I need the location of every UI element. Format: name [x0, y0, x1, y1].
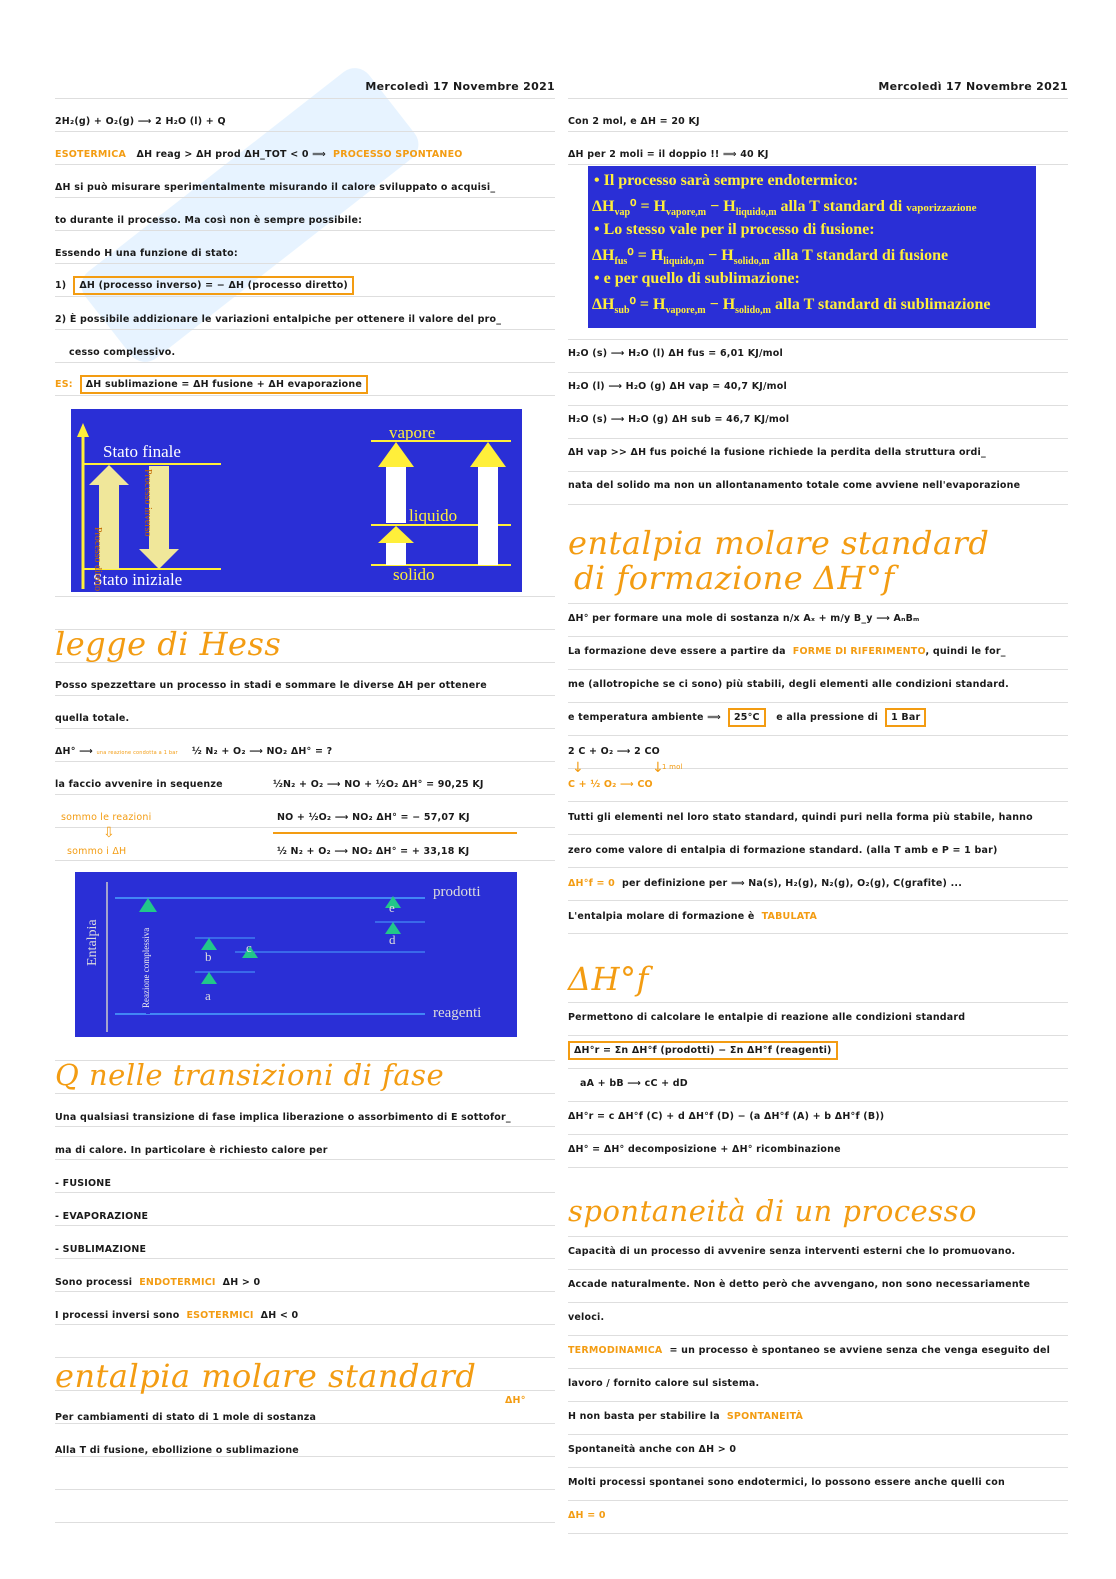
- hess-line-1: Posso spezzettare un processo in stadi e sommare le diverse ΔH per ottenere: [55, 680, 487, 691]
- es-text: ΔH sublimazione = ΔH fusione + ΔH evaporazione: [80, 375, 368, 394]
- box-eq-2: ⁰ = H: [627, 247, 664, 264]
- q-evaporazione: - EVAPORAZIONE: [55, 1211, 149, 1222]
- processo-diretto-label: Processo diretto: [92, 527, 103, 592]
- box-line-3: • Lo stesso vale per il processo di fusione:: [594, 221, 875, 238]
- box-eq: ⁰ = H: [630, 198, 667, 215]
- hess-step-2: NO + ½O₂ ⟶ NO₂ ΔH° = − 57,07 KJ: [277, 812, 470, 823]
- box-line-6: [592, 294, 990, 316]
- q-line-2: ma di calore. In particolare è richiesto calore per: [55, 1145, 328, 1156]
- r-line-1: Con 2 mol, e ΔH = 20 KJ: [568, 116, 700, 127]
- box-line-2: [592, 196, 977, 218]
- q-eso-line: [55, 1310, 298, 1321]
- q-sublimazione: - SUBLIMAZIONE: [55, 1244, 147, 1255]
- data-line-3: H₂O (s) ⟶ H₂O (g) ΔH sub = 46,7 KJ/mol: [568, 414, 790, 425]
- dhf-formula: ΔH°r = Σn ΔH°f (prodotti) − Σn ΔH°f (reagenti): [568, 1041, 838, 1060]
- spontaneita: SPONTANEITÀ: [726, 1411, 804, 1422]
- box-eq-3: ⁰ = H: [629, 296, 666, 313]
- hess-line-2: quella totale.: [55, 713, 130, 724]
- date-left: Mercoledì 17 Novembre 2021: [365, 80, 555, 93]
- hess-sum-dh: sommo i ΔH: [67, 846, 127, 857]
- ems-heading: entalpia molare standard: [55, 1357, 477, 1395]
- form-line-4-mid: e alla pressione di: [776, 712, 879, 723]
- label-c: c: [246, 940, 252, 955]
- hess-heading: legge di Hess: [55, 625, 282, 663]
- solido-label: solido: [393, 565, 435, 584]
- box-sub-vap: vap: [614, 207, 631, 219]
- box-standard: alla T standard di: [776, 198, 903, 215]
- box-dh: ΔH: [592, 198, 615, 215]
- q-eso-post: ΔH < 0: [260, 1310, 299, 1321]
- dhf-zero: ΔH°f = 0: [568, 878, 615, 889]
- spont-line-7: Spontaneità anche con ΔH > 0: [568, 1444, 737, 1455]
- spont-line-2: Accade naturalmente. Non è detto però che avvengano, non sono necessariamente: [568, 1279, 1031, 1290]
- dhf-line-2: [568, 1045, 838, 1056]
- emf-heading-1: entalpia molare standard: [568, 524, 990, 562]
- box-minus-2: − H: [704, 247, 734, 264]
- hess-seq-label: la faccio avvenire in sequenze: [55, 779, 223, 790]
- q-endo-pre: Sono processi: [55, 1277, 133, 1288]
- form-ex-arrow-1: ↓: [572, 760, 584, 776]
- form-line-1: ΔH° per formare una mole di sostanza n/x Aₓ + m/y B_y ⟶ AₙBₘ: [568, 613, 920, 624]
- fus-arrow-head: [378, 526, 414, 543]
- arrow-down-head: [139, 549, 179, 569]
- form-line-3: me (allotropiche se ci sono) più stabili, degli elementi alle condizioni standard.: [568, 679, 1009, 690]
- form-line-10-pre: L'entalpia molare di formazione è: [568, 911, 755, 922]
- phase-diagram-shapes: [71, 409, 522, 592]
- form-line-2: [568, 646, 1006, 657]
- stato-iniziale-label: Stato iniziale: [93, 570, 183, 589]
- box-minus-3: − H: [705, 296, 736, 313]
- box-minus: − H: [706, 198, 736, 215]
- hess-target: [55, 746, 332, 757]
- box-sub-vapore-2: vapore,m: [665, 305, 706, 317]
- esotermica-label: ESOTERMICA: [55, 149, 127, 160]
- hess-dh0: ΔH° ⟶: [55, 746, 93, 757]
- rule-2-line-1: 2) È possibile addizionare le variazioni entalpiche per ottenere il valore del pro_: [55, 314, 502, 325]
- form-line-2-post: , quindi le for_: [925, 646, 1006, 657]
- q-endo-line: [55, 1277, 260, 1288]
- box-sub-fus: fus: [614, 256, 628, 268]
- label-a: a: [205, 988, 211, 1003]
- form-ex-2: C + ½ O₂ ⟶ CO: [568, 779, 653, 790]
- rule-1-text: ΔH (processo inverso) = − ΔH (processo diretto): [73, 276, 354, 295]
- overall-arrow-head: [139, 898, 157, 912]
- reazione-complessiva-label: Reazione complessiva: [141, 927, 151, 1008]
- form-ex-1: 2 C + O₂ ⟶ 2 CO: [568, 746, 660, 757]
- form-line-8: zero come valore di entalpia di formazione standard. (alla T amb e P = 1 bar): [568, 845, 998, 856]
- example: [55, 379, 368, 390]
- box-line-1: • Il processo sarà sempre endotermico:: [594, 172, 859, 189]
- entalpia-label: Entalpia: [85, 919, 100, 966]
- dhf-heading: ΔH°f: [568, 960, 649, 998]
- rule-1: [55, 280, 354, 291]
- form-line-2-pre: La formazione deve essere a partire da: [568, 646, 786, 657]
- q-endo-post: ΔH > 0: [222, 1277, 261, 1288]
- hess-step-1: ½N₂ + O₂ ⟶ NO + ½O₂ ΔH° = 90,25 KJ: [273, 779, 484, 790]
- hess-target-eq: ½ N₂ + O₂ ⟶ NO₂ ΔH° = ?: [191, 746, 333, 757]
- data-line-2: H₂O (l) ⟶ H₂O (g) ΔH vap = 40,7 KJ/mol: [568, 381, 787, 392]
- temp-25: 25°C: [728, 708, 766, 727]
- r-line-2: ΔH per 2 moli = il doppio !! ⟹ 40 KJ: [568, 149, 769, 160]
- es-label: ES:: [55, 379, 73, 390]
- spont-line-5: lavoro / fornito calore sul sistema.: [568, 1378, 760, 1389]
- rule-1-num: 1): [55, 280, 67, 291]
- sub-arrow-head: [470, 442, 506, 467]
- label-e: e: [389, 900, 395, 915]
- measure-line-1: ΔH si può misurare sperimentalmente misurando il calore sviluppato o acquisi_: [55, 182, 496, 193]
- box-vaporizzazione: vaporizzazione: [906, 202, 977, 214]
- prodotti-label: prodotti: [433, 884, 481, 900]
- hess-total: ½ N₂ + O₂ ⟶ NO₂ ΔH° = + 33,18 KJ: [277, 846, 470, 857]
- spont-line-6: [568, 1411, 803, 1422]
- box-sub-liquido-2: liquido,m: [663, 256, 705, 268]
- dhf-line-3: aA + bB ⟶ cC + dD: [580, 1078, 688, 1089]
- hess-dh0-note: una reazione condotta a 1 bar: [96, 750, 178, 756]
- box-sub-solido-2: solido,m: [735, 305, 771, 317]
- ems-symbol: ΔH°: [505, 1395, 526, 1406]
- right-column: [568, 0, 1068, 1579]
- form-line-4: [568, 712, 926, 723]
- liquido-label: liquido: [409, 506, 458, 525]
- reagenti-label: reagenti: [433, 1005, 482, 1021]
- processo-inverso-label: Processo inverso: [142, 469, 153, 537]
- ems-line-1: Per cambiamenti di stato di 1 mole di sostanza: [55, 1412, 317, 1423]
- form-line-9-text: per definizione per ⟹ Na(s), H₂(g), N₂(g), O₂(g), C(grafite) ...: [622, 878, 963, 889]
- enthalpy-figure: [75, 872, 517, 1037]
- vapore-label: vapore: [389, 423, 436, 442]
- spont-line-4: [568, 1345, 1050, 1356]
- emf-heading-2: di formazione ΔH°f: [574, 559, 895, 597]
- tabulata: TABULATA: [761, 911, 818, 922]
- sub-arrow-shaft: [478, 467, 498, 565]
- phase-box: [588, 166, 1036, 328]
- q-eso: ESOTERMICI: [186, 1310, 254, 1321]
- dhf-line-5: ΔH° = ΔH° decomposizione + ΔH° ricombinazione: [568, 1144, 841, 1155]
- processo-spontaneo: PROCESSO SPONTANEO: [333, 149, 463, 160]
- data-line-5: nata del solido ma non un allontanamento totale come avviene nell'evaporazione: [568, 480, 1021, 491]
- form-line-9: [568, 878, 962, 889]
- hess-sum-arrow: ⇩: [103, 825, 115, 841]
- spont-line-4-text: = un processo è spontaneo se avviene senza che venga eseguito del: [669, 1345, 1051, 1356]
- q-endo: ENDOTERMICI: [139, 1277, 216, 1288]
- evap-arrow-head: [378, 442, 414, 467]
- form-ex-arrow-2: ↓: [652, 760, 664, 776]
- hess-sum-underline: [273, 832, 517, 834]
- evap-arrow-shaft: [386, 467, 406, 523]
- esotermica-text: ΔH reag > ΔH prod ΔH_TOT < 0 ⟹: [136, 149, 327, 160]
- q-fusione: - FUSIONE: [55, 1178, 112, 1189]
- label-d: d: [389, 932, 396, 947]
- spont-line-3: veloci.: [568, 1312, 605, 1323]
- forme-riferimento: FORME DI RIFERIMENTO: [792, 646, 926, 657]
- box-dh-3: ΔH: [592, 296, 615, 313]
- termodinamica: TERMODINAMICA: [568, 1345, 663, 1356]
- spont-line-8: Molti processi spontanei sono endotermici, lo possono essere anche quelli con: [568, 1477, 1005, 1488]
- date-right: Mercoledì 17 Novembre 2021: [878, 80, 1068, 93]
- box-sub-solido: solido,m: [733, 256, 770, 268]
- esotermica-line: [55, 149, 463, 160]
- label-b: b: [205, 949, 212, 964]
- pressure-1bar: 1 Bar: [885, 708, 926, 727]
- data-line-1: H₂O (s) ⟶ H₂O (l) ΔH fus = 6,01 KJ/mol: [568, 348, 783, 359]
- hess-sum-label: sommo le reazioni: [61, 812, 152, 823]
- spont-line-6-pre: H non basta per stabilire la: [568, 1411, 720, 1422]
- spont-heading: spontaneità di un processo: [568, 1194, 977, 1228]
- stato-finale-label: Stato finale: [103, 442, 181, 461]
- spont-line-9: ΔH = 0: [568, 1510, 606, 1521]
- measure-line-2: to durante il processo. Ma così non è sempre possibile:: [55, 215, 363, 226]
- dhf-line-4: ΔH°r = c ΔH°f (C) + d ΔH°f (D) − (a ΔH°f (A) + b ΔH°f (B)): [568, 1111, 885, 1122]
- dhf-line-1: Permettono di calcolare le entalpie di reazione alle condizioni standard: [568, 1012, 966, 1023]
- q-heading: Q nelle transizioni di fase: [55, 1058, 445, 1092]
- box-fusione: alla T standard di fusione: [769, 247, 949, 264]
- box-line-5: • e per quello di sublimazione:: [594, 270, 800, 287]
- state-function: Essendo H una funzione di stato:: [55, 248, 238, 259]
- arrow-up-head: [89, 465, 129, 485]
- phase-diagram-figure: [71, 409, 522, 592]
- q-line-1: Una qualsiasi transizione di fase implica liberazione o assorbimento di E sottofor_: [55, 1112, 511, 1123]
- ems-line-2: Alla T di fusione, ebollizione o sublimazione: [55, 1445, 299, 1456]
- form-line-4-pre: e temperatura ambiente ⟹: [568, 712, 721, 723]
- box-sub-sub: sub: [614, 305, 630, 317]
- form-line-7: Tutti gli elementi nel loro stato standard, quindi puri nella forma più stabile, hanno: [568, 812, 1033, 823]
- box-sublimazione: alla T standard di sublimazione: [770, 296, 991, 313]
- form-line-10: [568, 911, 817, 922]
- box-sub-liquido: liquido,m: [735, 207, 777, 219]
- rule-2-line-2: cesso complessivo.: [69, 347, 176, 358]
- left-column: [55, 0, 555, 1579]
- box-line-4: [592, 245, 948, 267]
- box-dh-2: ΔH: [592, 247, 615, 264]
- reaction: 2H₂(g) + O₂(g) ⟶ 2 H₂O (l) + Q: [55, 116, 226, 127]
- form-ex-note: 1 mol: [662, 763, 683, 771]
- left-axis-arrowhead: [77, 423, 89, 437]
- box-sub-vapore: vapore,m: [666, 207, 707, 219]
- data-line-4: ΔH vap >> ΔH fus poiché la fusione richiede la perdita della struttura ordi_: [568, 447, 986, 458]
- q-eso-pre: I processi inversi sono: [55, 1310, 180, 1321]
- arrow-a: [201, 972, 217, 984]
- spont-line-1: Capacità di un processo di avvenire senza interventi esterni che lo promuovano.: [568, 1246, 1016, 1257]
